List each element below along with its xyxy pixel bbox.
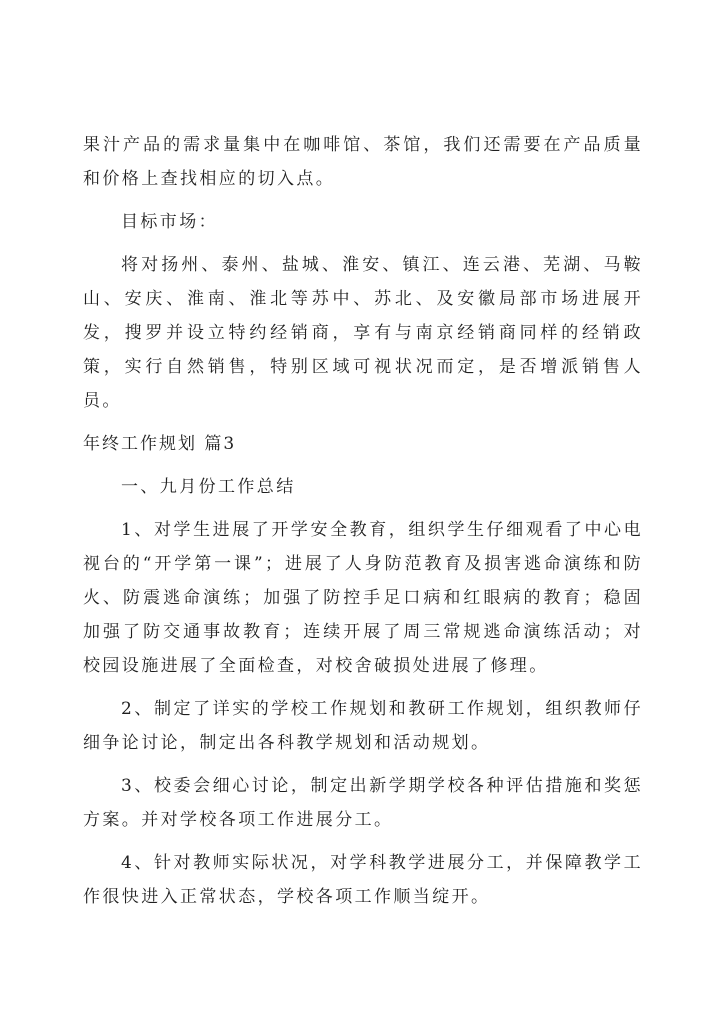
subsection-heading: 一、九月份工作总结	[121, 477, 296, 497]
paragraph-target-market-detail: 将对扬州、泰州、盐城、淮安、镇江、连云港、芜湖、马鞍山、安庆、淮南、淮北等苏中、苏北、及安徽局部市场进展开发，搜罗并设立特约经销商，享有与南京经销商同样的经销政策，实行自然销售，特别区域可视状况而定，是否增派销售人员。	[83, 255, 643, 411]
list-item-1: 1、对学生进展了开学安全教育，组织学生仔细观看了中心电视台的“开学第一课”；进展了人身防范教育及损害逃命演练和防火、防震逃命演练；加强了防控手足口病和红眼病的教育；稳固加强了防交通事故教育；连续开展了周三常规逃命演练活动；对校园设施进展了全面检查，对校舍破损处进展了修理。	[83, 520, 643, 676]
list-item-3: 3、校委会细心讨论，制定出新学期学校各种评估措施和奖惩方案。并对学校各项工作进展分工。	[83, 776, 643, 830]
document-body	[83, 128, 643, 923]
section-title: 年终工作规划 篇3	[83, 434, 237, 454]
list-item-4: 4、针对教师实际状况，对学科教学进展分工，并保障教学工作很快进入正常状态，学校各项工作顺当绽开。	[83, 853, 643, 907]
paragraph-juice-demand: 果汁产品的需求量集中在咖啡馆、茶馆，我们还需要在产品质量和价格上查找相应的切入点。	[83, 135, 643, 189]
list-item-2: 2、制定了详实的学校工作规划和教研工作规划，组织教师仔细争论讨论，制定出各科教学规划和活动规划。	[83, 699, 643, 753]
paragraph-target-market-heading: 目标市场：	[121, 212, 218, 232]
